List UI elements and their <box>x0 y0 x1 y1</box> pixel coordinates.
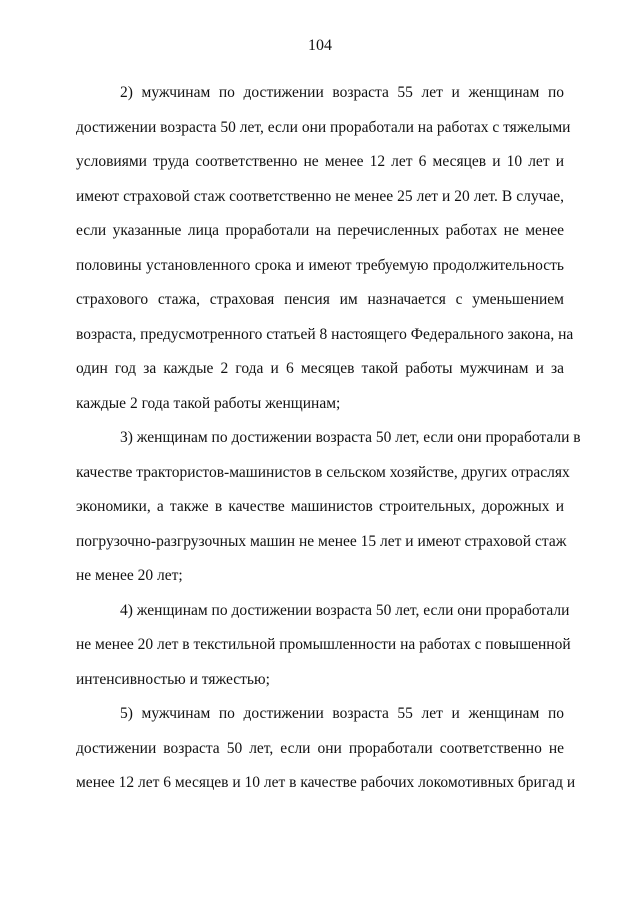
text-line: менее 12 лет 6 месяцев и 10 лет в качестве рабочих локомотивных бригад и <box>76 774 576 791</box>
text-line: достижении возраста 50 лет, если они проработали на работах с тяжелыми <box>76 118 571 136</box>
text-line: не менее 20 лет; <box>76 567 183 584</box>
text-line: имеют страховой стаж соответственно не менее 25 лет и 20 лет. В случае, <box>76 187 564 205</box>
text-line: 5) мужчинам по достижении возраста 55 лет и женщинам по <box>120 705 564 722</box>
text-line: интенсивностью и тяжестью; <box>76 670 270 688</box>
text-line: возраста, предусмотренного статьей 8 настоящего Федерального закона, на <box>76 325 574 343</box>
text-line: 3) женщинам по достижении возраста 50 лет, если они проработали в <box>120 429 581 446</box>
text-line: погрузочно-разгрузочных машин не менее 15 лет и имеют страховой стаж <box>76 532 567 550</box>
text-line: качестве трактористов-машинистов в сельском хозяйстве, других отраслях <box>76 463 570 481</box>
text-line: условиями труда соответственно не менее 12 лет 6 месяцев и 10 лет и <box>76 153 564 170</box>
paragraph-item-4 <box>76 594 571 698</box>
paragraph-item-3 <box>76 421 581 594</box>
text-line: если указанные лица проработали на перечисленных работах не менее <box>76 222 564 239</box>
text-line: страхового стажа, страховая пенсия им назначается с уменьшением <box>76 291 564 308</box>
text-line: достижении возраста 50 лет, если они проработали соответственно не <box>76 739 564 757</box>
page-number: 104 <box>308 37 332 54</box>
text-line: не менее 20 лет в текстильной промышленности на работах с повышенной <box>76 636 571 653</box>
paragraph-item-2 <box>76 76 574 421</box>
text-line: каждые 2 года такой работы женщинам; <box>76 394 341 412</box>
text-line: 2) мужчинам по достижении возраста 55 лет и женщинам по <box>120 84 564 101</box>
text-line: один год за каждые 2 года и 6 месяцев такой работы мужчинам и за <box>76 360 564 377</box>
document-body <box>76 76 581 801</box>
paragraph-item-5 <box>76 697 576 801</box>
text-line: 4) женщинам по достижении возраста 50 лет, если они проработали <box>120 601 570 619</box>
text-line: экономики, а также в качестве машинистов строительных, дорожных и <box>76 498 564 515</box>
text-line: половины установленного срока и имеют требуемую продолжительность <box>76 256 564 274</box>
